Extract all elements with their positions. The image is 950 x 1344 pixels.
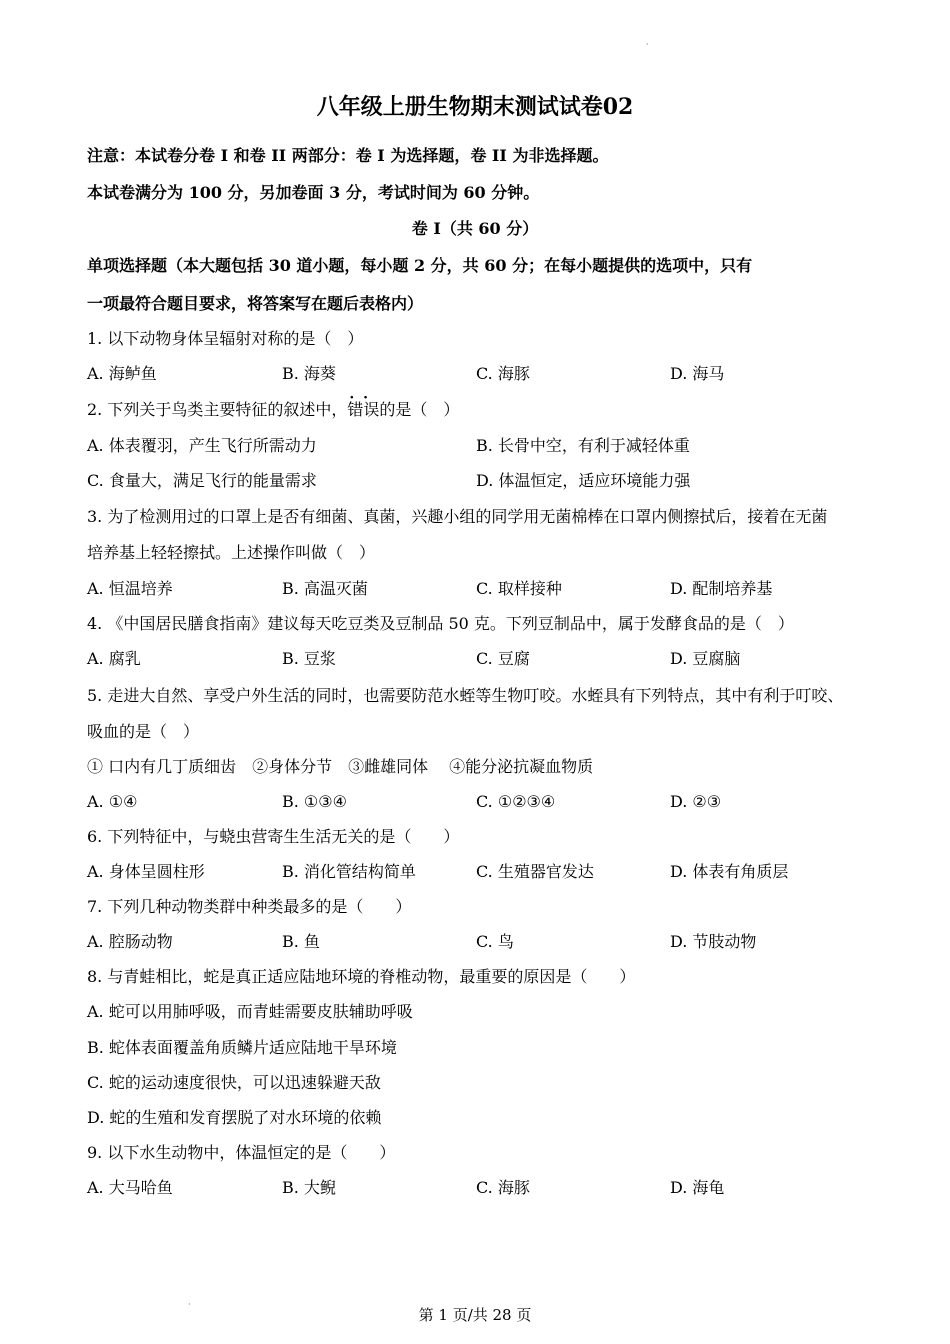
question-3-option-a: A. 恒温培养: [87, 579, 173, 598]
question-2-stem-post: 的是（ ）: [379, 400, 460, 419]
decorative-dot: ·: [646, 40, 649, 49]
question-9-option-b: B. 大鲵: [282, 1178, 336, 1197]
question-3-stem-2: 培养基上轻轻擦拭。上述操作叫做（ ）: [87, 543, 376, 562]
question-2-option-d: D. 体温恒定，适应环境能力强: [476, 471, 691, 490]
question-9-option-c: C. 海豚: [476, 1178, 530, 1197]
question-2-option-c: C. 食量大，满足飞行的能量需求: [87, 471, 317, 490]
question-5-option-a: A. ①④: [87, 792, 138, 811]
question-3-option-c: C. 取样接种: [476, 579, 562, 598]
question-5-option-d: D. ②③: [670, 792, 722, 811]
question-8-option-c: C. 蛇的运动速度很快，可以迅速躲避天敌: [87, 1073, 381, 1092]
question-3-option-b: B. 高温灭菌: [282, 579, 368, 598]
question-2-stem-pre: 2. 下列关于鸟类主要特征的叙述中，: [87, 400, 348, 419]
question-8-option-a: A. 蛇可以用肺呼吸，而青蛙需要皮肤辅助呼吸: [87, 1002, 413, 1021]
note-line-2: 本试卷满分为 100 分，另加卷面 3 分，考试时间为 60 分钟。: [87, 183, 540, 202]
question-2-option-b: B. 长骨中空，有利于减轻体重: [476, 436, 690, 455]
question-5-stem-1: 5. 走进大自然、享受户外生活的同时，也需要防范水蛭等生物叮咬。水蛭具有下列特点，其中有利于叮咬、: [87, 686, 844, 705]
section-heading: 卷 I（共 60 分）: [411, 219, 539, 238]
question-8-option-d: D. 蛇的生殖和发育摆脱了对水环境的依赖: [87, 1108, 382, 1127]
question-4-option-c: C. 豆腐: [476, 649, 530, 668]
page-title: 八年级上册生物期末测试试卷02: [316, 94, 634, 120]
question-9-stem: 9. 以下水生动物中，体温恒定的是（ ）: [87, 1143, 396, 1162]
section-instructions-2: 一项最符合题目要求，将答案写在题后表格内）: [87, 294, 424, 313]
question-6-option-b: B. 消化管结构简单: [282, 862, 416, 881]
question-9-option-d: D. 海龟: [670, 1178, 725, 1197]
question-7-option-c: C. 鸟: [476, 932, 514, 951]
question-8-option-b: B. 蛇体表面覆盖角质鳞片适应陆地干旱环境: [87, 1038, 397, 1057]
decorative-dot: ·: [188, 1300, 191, 1309]
question-9-option-a: A. 大马哈鱼: [87, 1178, 173, 1197]
question-1-option-c: C. 海豚: [476, 364, 530, 383]
question-6-option-d: D. 体表有角质层: [670, 862, 789, 881]
question-5-features: ① 口内有几丁质细齿 ②身体分节 ③雌雄同体 ④能分泌抗凝血物质: [87, 757, 594, 776]
question-4-option-b: B. 豆浆: [282, 649, 336, 668]
question-5-stem-2: 吸血的是（ ）: [87, 722, 200, 741]
note-line-1: 注意：本试卷分卷 I 和卷 II 两部分：卷 I 为选择题，卷 II 为非选择题。: [87, 146, 609, 165]
question-1-stem: 1. 以下动物身体呈辐射对称的是（ ）: [87, 329, 364, 348]
question-7-stem: 7. 下列几种动物类群中种类最多的是（ ）: [87, 897, 412, 916]
question-6-option-a: A. 身体呈圆柱形: [87, 862, 205, 881]
question-7-option-a: A. 腔肠动物: [87, 932, 173, 951]
question-1-option-a: A. 海鲈鱼: [87, 364, 157, 383]
question-4-stem: 4. 《中国居民膳食指南》建议每天吃豆类及豆制品 50 克。下列豆制品中，属于发酵食品的是（ ）: [87, 614, 794, 633]
question-2-stem: [87, 398, 459, 422]
question-4-option-d: D. 豆腐脑: [670, 649, 741, 668]
question-3-option-d: D. 配制培养基: [670, 579, 773, 598]
question-2-option-a: A. 体表覆羽，产生飞行所需动力: [87, 436, 317, 455]
question-2-stem-emphasis: · · 错误: [347, 398, 379, 422]
question-3-stem-1: 3. 为了检测用过的口罩上是否有细菌、真菌，兴趣小组的同学用无菌棉棒在口罩内侧擦拭后，接着在无菌: [87, 507, 828, 526]
question-7-option-b: B. 鱼: [282, 932, 320, 951]
question-1-option-b: B. 海葵: [282, 364, 336, 383]
question-6-option-c: C. 生殖器官发达: [476, 862, 594, 881]
question-1-option-d: D. 海马: [670, 364, 725, 383]
section-instructions-1: 单项选择题（本大题包括 30 道小题，每小题 2 分，共 60 分；在每小题提供的选项中，只有: [87, 256, 753, 275]
question-5-option-c: C. ①②③④: [476, 792, 556, 811]
question-4-option-a: A. 腐乳: [87, 649, 141, 668]
page-number: 第 1 页/共 28 页: [418, 1306, 532, 1324]
question-6-stem: 6. 下列特征中，与蛲虫营寄生生活无关的是（ ）: [87, 827, 460, 846]
question-7-option-d: D. 节肢动物: [670, 932, 757, 951]
question-8-stem: 8. 与青蛙相比，蛇是真正适应陆地环境的脊椎动物，最重要的原因是（ ）: [87, 967, 636, 986]
question-5-option-b: B. ①③④: [282, 792, 347, 811]
